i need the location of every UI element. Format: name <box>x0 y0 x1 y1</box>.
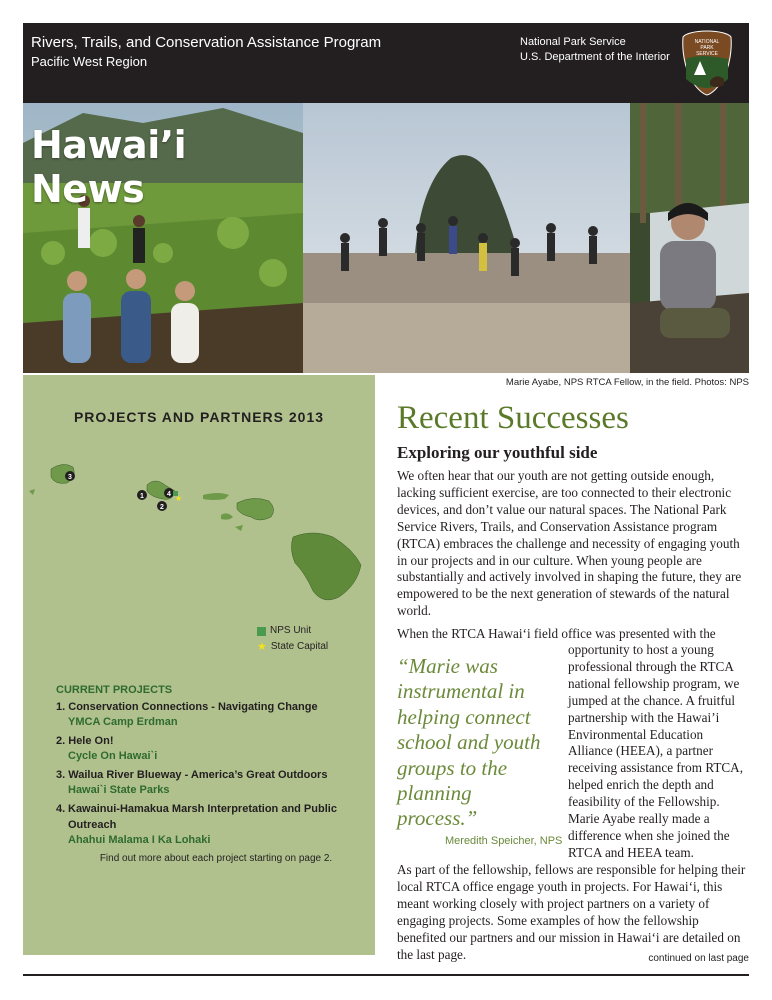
project-partner: Cycle On Hawai`i <box>68 750 158 762</box>
sidebar-title: PROJECTS AND PARTNERS 2013 <box>73 409 325 425</box>
svg-text:2: 2 <box>160 504 164 511</box>
article-paragraph-2: opportunity to host a young professional through the RTCA national fellowship program, we jumped at the chance. A fruitful partnership with the Hawai’i Environmental Education Alliance (HEEA), a partner receiving assistance from RTCA, helped enrich the depth and feasibility of the Fellowship. Marie Ayabe really made a difference when she joined the RTCA and HEEA team. <box>568 642 743 860</box>
project-item-3 <box>56 767 366 798</box>
project-partner: Ahahui Malama I Ka Lohaki <box>68 834 211 846</box>
beach-jump-photo <box>303 103 630 373</box>
svg-text:1: 1 <box>140 493 144 500</box>
bottom-rule <box>23 974 749 976</box>
projects-sidebar <box>23 375 375 955</box>
project-number: 1. <box>56 701 66 713</box>
project-item-2 <box>56 733 366 764</box>
map-legend <box>257 623 328 655</box>
project-name: Kawainui-Hamakua Marsh Interpretation and Public Outreach <box>68 803 337 831</box>
project-item-4 <box>56 801 366 848</box>
svg-text:4: 4 <box>167 491 171 498</box>
svg-text:3: 3 <box>68 474 72 481</box>
island-molokai <box>203 493 229 500</box>
region-name: Pacific West Region <box>31 54 148 69</box>
project-number: 2. <box>56 735 66 747</box>
article-paragraph-2-lead: When the RTCA Hawai‘i field office was presented with the <box>397 626 716 641</box>
photo-strip <box>23 103 749 373</box>
badge-text-2: PARK <box>700 45 714 51</box>
legend-nps-unit: NPS Unit <box>270 625 312 636</box>
project-partner: YMCA Camp Erdman <box>68 716 178 728</box>
project-item-1 <box>56 699 366 730</box>
quote-attribution: Meredith Speicher, NPS <box>445 835 563 847</box>
agency-block <box>520 35 670 65</box>
hawaii-islands-map <box>23 455 375 615</box>
island-niihau <box>29 489 35 495</box>
legend-state-capital: State Capital <box>270 641 329 652</box>
project-name: Conservation Connections - Navigating Change <box>68 701 318 713</box>
photo-caption: Marie Ayabe, NPS RTCA Fellow, in the field. Photos: NPS <box>505 377 749 388</box>
island-kahoolawe <box>235 525 243 531</box>
badge-text-3: SERVICE <box>696 51 718 57</box>
taro-field-photo <box>23 103 303 373</box>
article-paragraph-1: We often hear that our youth are not getting outside enough, lacking sufficient exercise, are too connected to their electronic devices, and don’t value our natural spaces. The National Park Service Rivers, Trails, and Conservation Assistance program (RTCA) embraces the challenge and necessity of engaging youth in our projects and in our culture. When young people are substantially and actively involved in shaping the future, they are empowered to be the next generation of stewards of the natural world. <box>397 468 742 619</box>
nps-unit-swatch <box>257 627 266 636</box>
map-marker-4 <box>164 488 174 498</box>
current-projects-heading: CURRENT PROJECTS <box>56 684 173 696</box>
program-name: Rivers, Trails, and Conservation Assistance Program <box>31 34 382 51</box>
badge-text-1: NATIONAL <box>694 39 720 45</box>
waterfall-portrait-photo <box>630 103 749 373</box>
state-capital-star-icon: ★ <box>175 494 183 503</box>
project-number: 4. <box>56 803 66 815</box>
star-icon: ★ <box>257 640 267 653</box>
island-maui <box>237 498 274 520</box>
agency-name: National Park Service <box>520 36 626 48</box>
masthead <box>23 23 749 103</box>
continued-note: continued on last page <box>648 953 749 964</box>
project-name: Wailua River Blueway - America’s Great Outdoors <box>68 769 328 781</box>
project-list <box>56 699 366 851</box>
article-subtitle: Exploring our youthful side <box>397 443 598 462</box>
person-portrait <box>660 241 716 311</box>
find-more-note: Find out more about each project starting on page 2. <box>99 853 333 864</box>
nps-arrowhead-logo <box>680 29 734 97</box>
article-paragraph-3: As part of the fellowship, fellows are responsible for helping their local RTCA office engage youth in projects. For Hawai‘i, this meant working closely with project partners on a variety of engaging projects. Some examples of how the fellowship benefited our partners and our mission in Hawai‘i are detailed on the last page. <box>397 862 746 962</box>
island-hawaii <box>291 533 361 600</box>
pull-quote: “Marie was instrumental in helping connect school and youth groups to the planning process.” <box>397 654 541 831</box>
project-name: Hele On! <box>68 735 114 747</box>
map-marker-1 <box>137 490 147 500</box>
section-title: Recent Successes <box>397 400 629 436</box>
department-name: U.S. Department of the Interior <box>520 51 670 63</box>
project-number: 3. <box>56 769 66 781</box>
map-marker-2 <box>157 501 167 511</box>
newsletter-title: Hawai’i News <box>31 123 187 211</box>
article <box>397 398 749 620</box>
project-partner: Hawai`i State Parks <box>68 784 170 796</box>
island-lanai <box>221 513 233 519</box>
map-marker-3 <box>65 471 75 481</box>
